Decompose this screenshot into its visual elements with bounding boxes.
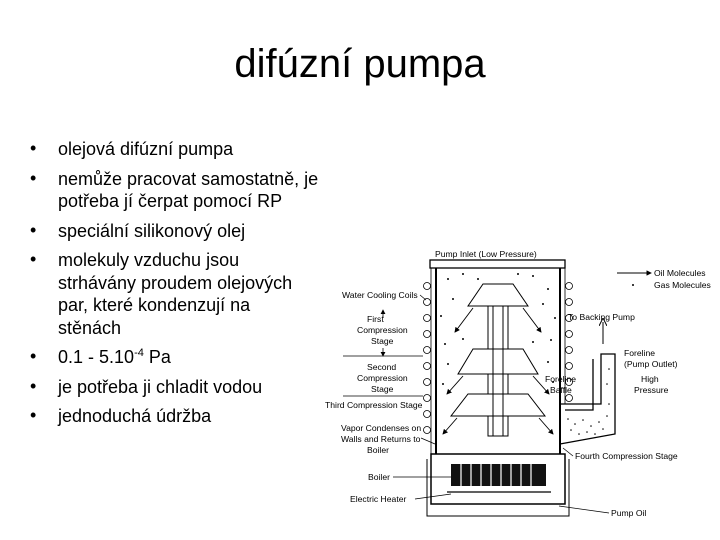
diffusion-pump-diagram [323, 244, 715, 529]
bullet-text: je potřeba ji chladit vodou [58, 376, 263, 397]
pressure-base: 0.1 - 5.10 [58, 347, 135, 367]
first-stage-label-1: First [367, 314, 384, 324]
electric-heater-label: Electric Heater [350, 494, 407, 504]
bullet-icon: • [30, 375, 37, 396]
boiler-label: Boiler [368, 472, 390, 482]
to-backing-pump-label: To Backing Pump [568, 312, 635, 322]
bullet-list [30, 138, 330, 435]
bullet-item [30, 138, 330, 161]
pressure-exponent: -4 [134, 347, 144, 359]
bullet-item [30, 220, 330, 243]
high-pressure-label-2: Pressure [634, 385, 669, 395]
pressure-unit: Pa [143, 347, 171, 367]
bullet-text: nemůže pracovat samostatně, je potřeba jí čerpat pomocí RP [58, 168, 319, 211]
gas-molecules-label: Gas Molecules [654, 280, 711, 290]
bullet-icon: • [30, 167, 37, 188]
second-stage-label-3: Stage [371, 384, 394, 394]
molecule-legend [617, 268, 711, 290]
first-stage-label-2: Compression [357, 325, 408, 335]
bullet-item [30, 405, 330, 428]
first-stage-label-3: Stage [371, 336, 394, 346]
bullet-item [30, 168, 330, 213]
third-stage-label: Third Compression Stage [325, 400, 423, 410]
second-stage-label-1: Second [367, 362, 397, 372]
inlet-flange [430, 260, 565, 268]
bullet-text: molekuly vzduchu jsou strhávány proudem olejových par, které kondenzují na stěnách [58, 250, 293, 338]
bullet-item [30, 376, 330, 399]
water-cooling-label: Water Cooling Coils [342, 290, 418, 300]
bullet-icon: • [30, 346, 37, 366]
foreline-label-1: Foreline [624, 348, 656, 358]
pump-inlet-label: Pump Inlet (Low Pressure) [435, 249, 537, 259]
foreline [537, 354, 615, 444]
jet-stack [451, 284, 545, 436]
bullet-text: jednoduchá údržba [58, 406, 212, 426]
vapor-label-3: Boiler [367, 445, 389, 455]
pump-oil-label: Pump Oil [611, 508, 647, 518]
fourth-stage-label: Fourth Compression Stage [575, 451, 678, 461]
bullet-icon: • [30, 219, 37, 240]
foreline-label-2: (Pump Outlet) [624, 359, 678, 369]
high-pressure-label-1: High [641, 374, 659, 384]
slide-title: difúzní pumpa [234, 42, 486, 86]
second-stage-label-2: Compression [357, 373, 408, 383]
bullet-item [30, 249, 330, 339]
bullet-icon: • [30, 138, 37, 158]
oil-molecules-label: Oil Molecules [654, 268, 706, 278]
bullet-item [30, 346, 330, 369]
bullet-text: olejová difúzní pumpa [58, 139, 234, 159]
bullet-icon: • [30, 249, 37, 269]
boiler [427, 454, 569, 516]
foreline-baffle-label-2: Baffle [550, 385, 572, 395]
foreline-baffle-label-1: Foreline [545, 374, 577, 384]
vapor-label-2: Walls and Returns to [341, 434, 421, 444]
vapor-label-1: Vapor Condenses on [341, 423, 422, 433]
bullet-icon: • [30, 405, 37, 425]
bullet-text: speciální silikonový olej [58, 220, 246, 241]
